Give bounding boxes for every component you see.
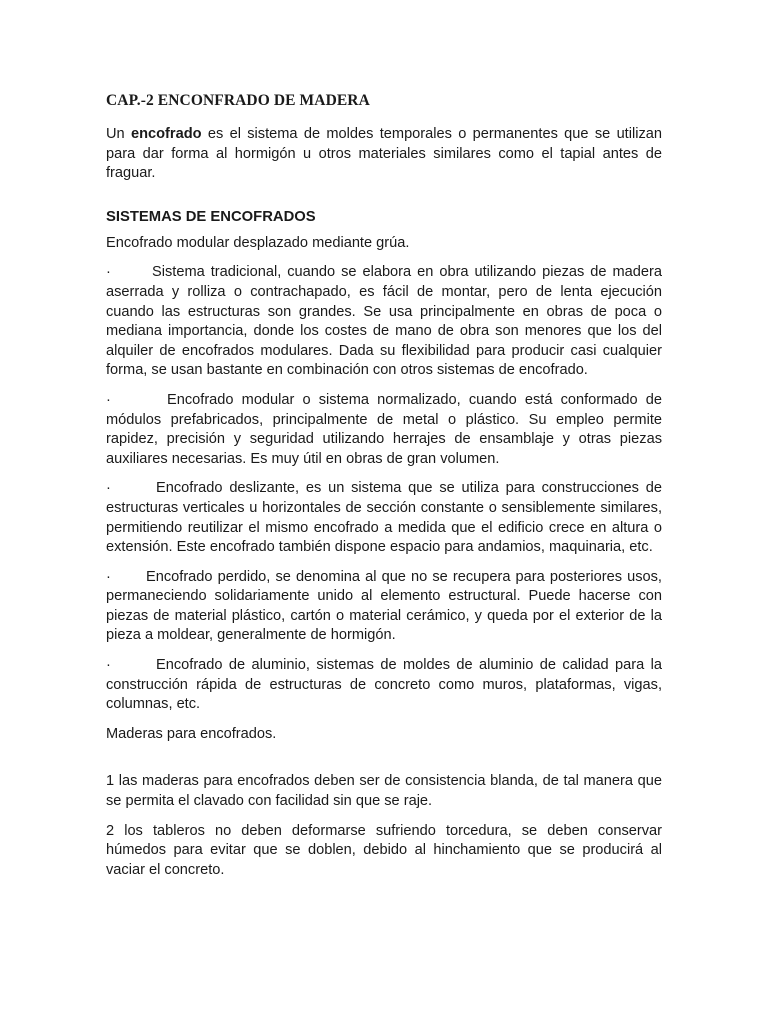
bullet-item [106, 568, 662, 646]
bullet-item [106, 263, 662, 381]
bullet-dot: · [106, 568, 111, 585]
numbered-item: 2 los tableros no deben deformarse sufriendo torcedura, se deben conservar húmedos para evitar que se doblen, debido al hinchamiento que se producirá al vaciar el concreto. [106, 822, 662, 878]
maderas-heading: Maderas para encofrados. [106, 725, 277, 742]
document-page [106, 92, 662, 890]
bullet-text: Encofrado de aluminio, sistemas de moldes de aluminio de calidad para la construcción rápida de estructuras de concreto como muros, plataformas, vigas, columnas, etc. [106, 657, 662, 713]
subtitle-line: Encofrado modular desplazado mediante grúa. [106, 234, 410, 251]
bullet-dot: · [106, 657, 111, 674]
numbered-item: 1 las maderas para encofrados deben ser de consistencia blanda, de tal manera que se permita el clavado con facilidad sin que se raje. [106, 773, 662, 810]
chapter-title: CAP.-2 ENCONFRADO DE MADERA [106, 92, 370, 109]
bullet-text: Encofrado modular o sistema normalizado, cuando está conformado de módulos prefabricados, principalmente de metal o plástico. Su empleo permite rapidez, precisión y seguridad utilizando herrajes de ensamblaje y otras piezas auxiliares necesarias. Es muy útil en obras de gran volumen. [106, 391, 662, 467]
bullet-item [106, 479, 662, 557]
intro-rest: es el sistema de moldes temporales o permanentes que se utilizan para dar forma al hormigón u otros materiales similares como el tapial antes de fraguar. [106, 126, 662, 182]
bullet-text: Sistema tradicional, cuando se elabora en obra utilizando piezas de madera aserrada y rolliza o contrachapado, es fácil de montar, pero de lenta ejecución cuando las estructuras son grandes. Se usa principalmente en obras de poca o mediana importancia, donde los costes de mano de obra son menores que los del alquiler de encofrados modulares. Dada su flexibilidad para producir casi cualquier forma, se usan bastante en combinación con otros sistemas de encofrado. [106, 264, 662, 379]
bullet-item [106, 391, 662, 469]
intro-bold-term: encofrado [130, 126, 202, 142]
intro-paragraph [106, 125, 662, 184]
bullet-item [106, 656, 662, 715]
section-heading: SISTEMAS DE ENCOFRADOS [106, 208, 316, 225]
intro-prefix: Un [106, 126, 131, 142]
bullet-text: Encofrado perdido, se denomina al que no se recupera para posteriores usos, permaneciendo solidariamente unido al elemento estructural. Puede hacerse con piezas de material plástico, cartón o material cerámico, y queda por el exterior de la pieza a moldear, generalmente de hormigón. [106, 568, 662, 644]
bullet-text: Encofrado deslizante, es un sistema que se utiliza para construcciones de estructuras verticales u horizontales de sección constante o sensiblemente similares, permitiendo reutilizar el mismo encofrado a medida que el edificio crece en altura o extensión. Este encofrado también dispone espacio para andamios, maquinaria, etc. [106, 480, 662, 556]
bullet-dot: · [106, 391, 111, 408]
bullet-dot: · [106, 480, 111, 497]
bullet-dot: · [106, 264, 111, 281]
